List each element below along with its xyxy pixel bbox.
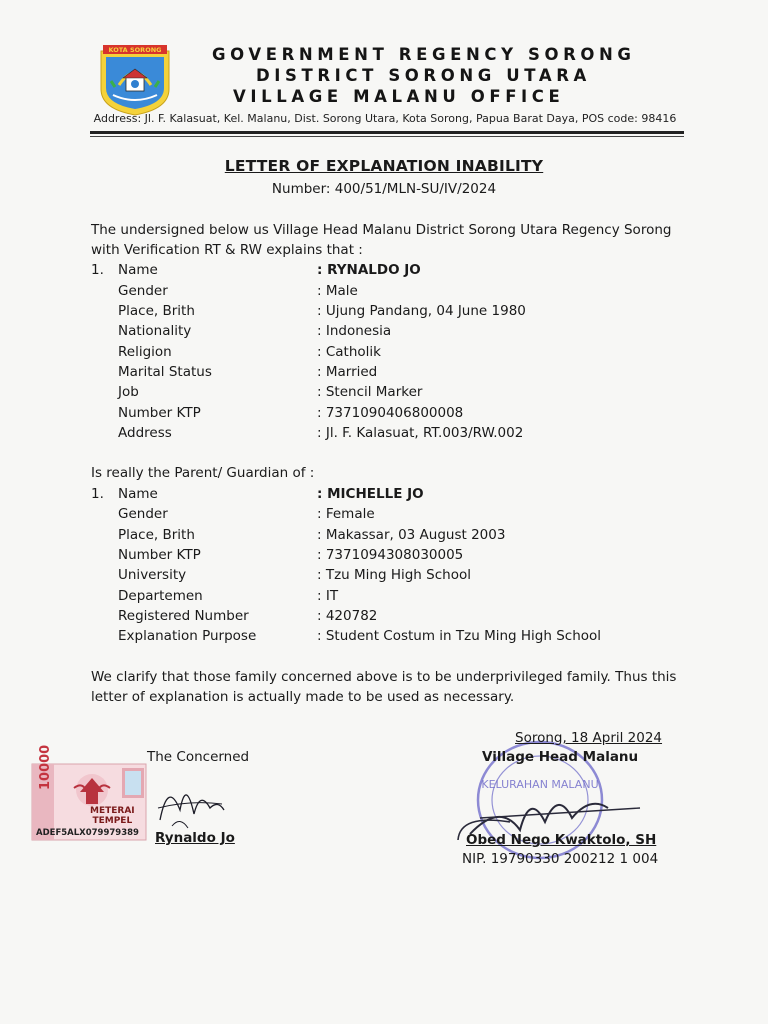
intro-line-1: The undersigned below us Village Head Malanu District Sorong Utara Regency Sorong bbox=[91, 222, 672, 238]
field-label: Religion bbox=[118, 344, 172, 360]
field-value: : Married bbox=[317, 364, 378, 380]
field-value: : Female bbox=[317, 506, 375, 522]
field-label: Explanation Purpose bbox=[118, 628, 257, 644]
field-label: Number KTP bbox=[118, 405, 201, 421]
intro-line-2: with Verification RT & RW explains that : bbox=[91, 242, 363, 258]
field-label: Number KTP bbox=[118, 547, 201, 563]
regency-logo bbox=[97, 43, 173, 117]
field-value: : Ujung Pandang, 04 June 1980 bbox=[317, 303, 526, 319]
field-label: University bbox=[118, 567, 187, 583]
closing-line-1: We clarify that those family concerned above is to be underprivileged family. Thus this bbox=[91, 669, 677, 685]
field-value: : Tzu Ming High School bbox=[317, 567, 471, 583]
concerned-signature bbox=[150, 770, 230, 832]
field-label: Job bbox=[118, 384, 139, 400]
field-value: : IT bbox=[317, 588, 339, 604]
field-value: : Student Costum in Tzu Ming High School bbox=[317, 628, 602, 644]
intro-paragraph bbox=[91, 220, 691, 260]
field-label: Gender bbox=[118, 506, 168, 522]
letterhead-rule-thick bbox=[90, 131, 684, 134]
letterhead-rule-thin bbox=[90, 136, 684, 137]
letterhead bbox=[180, 44, 660, 107]
closing-line-2: letter of explanation is actually made to be used as necessary. bbox=[91, 689, 515, 705]
concerned-name: Rynaldo Jo bbox=[155, 830, 235, 846]
parent-index: 1. bbox=[91, 262, 104, 278]
meterai-value: 10000 bbox=[38, 744, 53, 790]
meterai-label bbox=[90, 806, 135, 826]
closing-paragraph bbox=[91, 667, 691, 707]
concerned-label: The Concerned bbox=[147, 749, 250, 765]
field-label: Place, Brith bbox=[118, 303, 195, 319]
field-label: Name bbox=[118, 262, 158, 278]
field-value: : RYNALDO JO bbox=[317, 262, 421, 278]
field-value: : 420782 bbox=[317, 608, 378, 624]
village-head-title: Village Head Malanu bbox=[482, 749, 639, 765]
guardian-intro: Is really the Parent/ Guardian of : bbox=[91, 465, 315, 481]
field-label: Departemen bbox=[118, 588, 203, 604]
field-value: : Stencil Marker bbox=[317, 384, 423, 400]
letter-title-text: LETTER OF EXPLANATION INABILITY bbox=[224, 157, 544, 175]
field-value: : 7371094308030005 bbox=[317, 547, 464, 563]
svg-text:KOTA SORONG: KOTA SORONG bbox=[108, 46, 162, 54]
field-label: Marital Status bbox=[118, 364, 212, 380]
field-label: Gender bbox=[118, 283, 168, 299]
letterhead-line-3: VILLAGE MALANU OFFICE bbox=[233, 87, 565, 106]
field-value: : Makassar, 03 August 2003 bbox=[317, 527, 506, 543]
child-index: 1. bbox=[91, 486, 104, 502]
stamp-text: KELURAHAN MALANU bbox=[481, 778, 599, 791]
field-value: : Catholik bbox=[317, 344, 381, 360]
office-address: Address: Jl. F. Kalasuat, Kel. Malanu, Dist. Sorong Utara, Kota Sorong, Papua Barat Daya, POS code: 98416 bbox=[93, 112, 677, 125]
field-value: : Jl. F. Kalasuat, RT.003/RW.002 bbox=[317, 425, 524, 441]
official-nip: NIP. 19790330 200212 1 004 bbox=[462, 851, 659, 867]
field-label: Nationality bbox=[118, 323, 192, 339]
letterhead-line-1: GOVERNMENT REGENCY SORONG bbox=[212, 45, 636, 64]
official-name: Obed Nego Kwaktolo, SH bbox=[466, 832, 657, 848]
field-value: : 7371090406800008 bbox=[317, 405, 464, 421]
signing-date: Sorong, 18 April 2024 bbox=[515, 730, 663, 746]
meterai-label-1: METERAI bbox=[90, 806, 135, 816]
meterai-label-2: TEMPEL bbox=[92, 816, 133, 826]
field-label: Place, Brith bbox=[118, 527, 195, 543]
field-label: Registered Number bbox=[118, 608, 249, 624]
field-label: Address bbox=[118, 425, 172, 441]
field-value: : Male bbox=[317, 283, 358, 299]
field-value: : MICHELLE JO bbox=[317, 486, 424, 502]
letterhead-line-2: DISTRICT SORONG UTARA bbox=[256, 66, 591, 85]
field-value: : Indonesia bbox=[317, 323, 392, 339]
letter-number: Number: 400/51/MLN-SU/IV/2024 bbox=[271, 181, 497, 197]
meterai-serial: ADEF5ALX079979389 bbox=[36, 828, 139, 838]
field-label: Name bbox=[118, 486, 158, 502]
letter-title bbox=[0, 156, 768, 175]
